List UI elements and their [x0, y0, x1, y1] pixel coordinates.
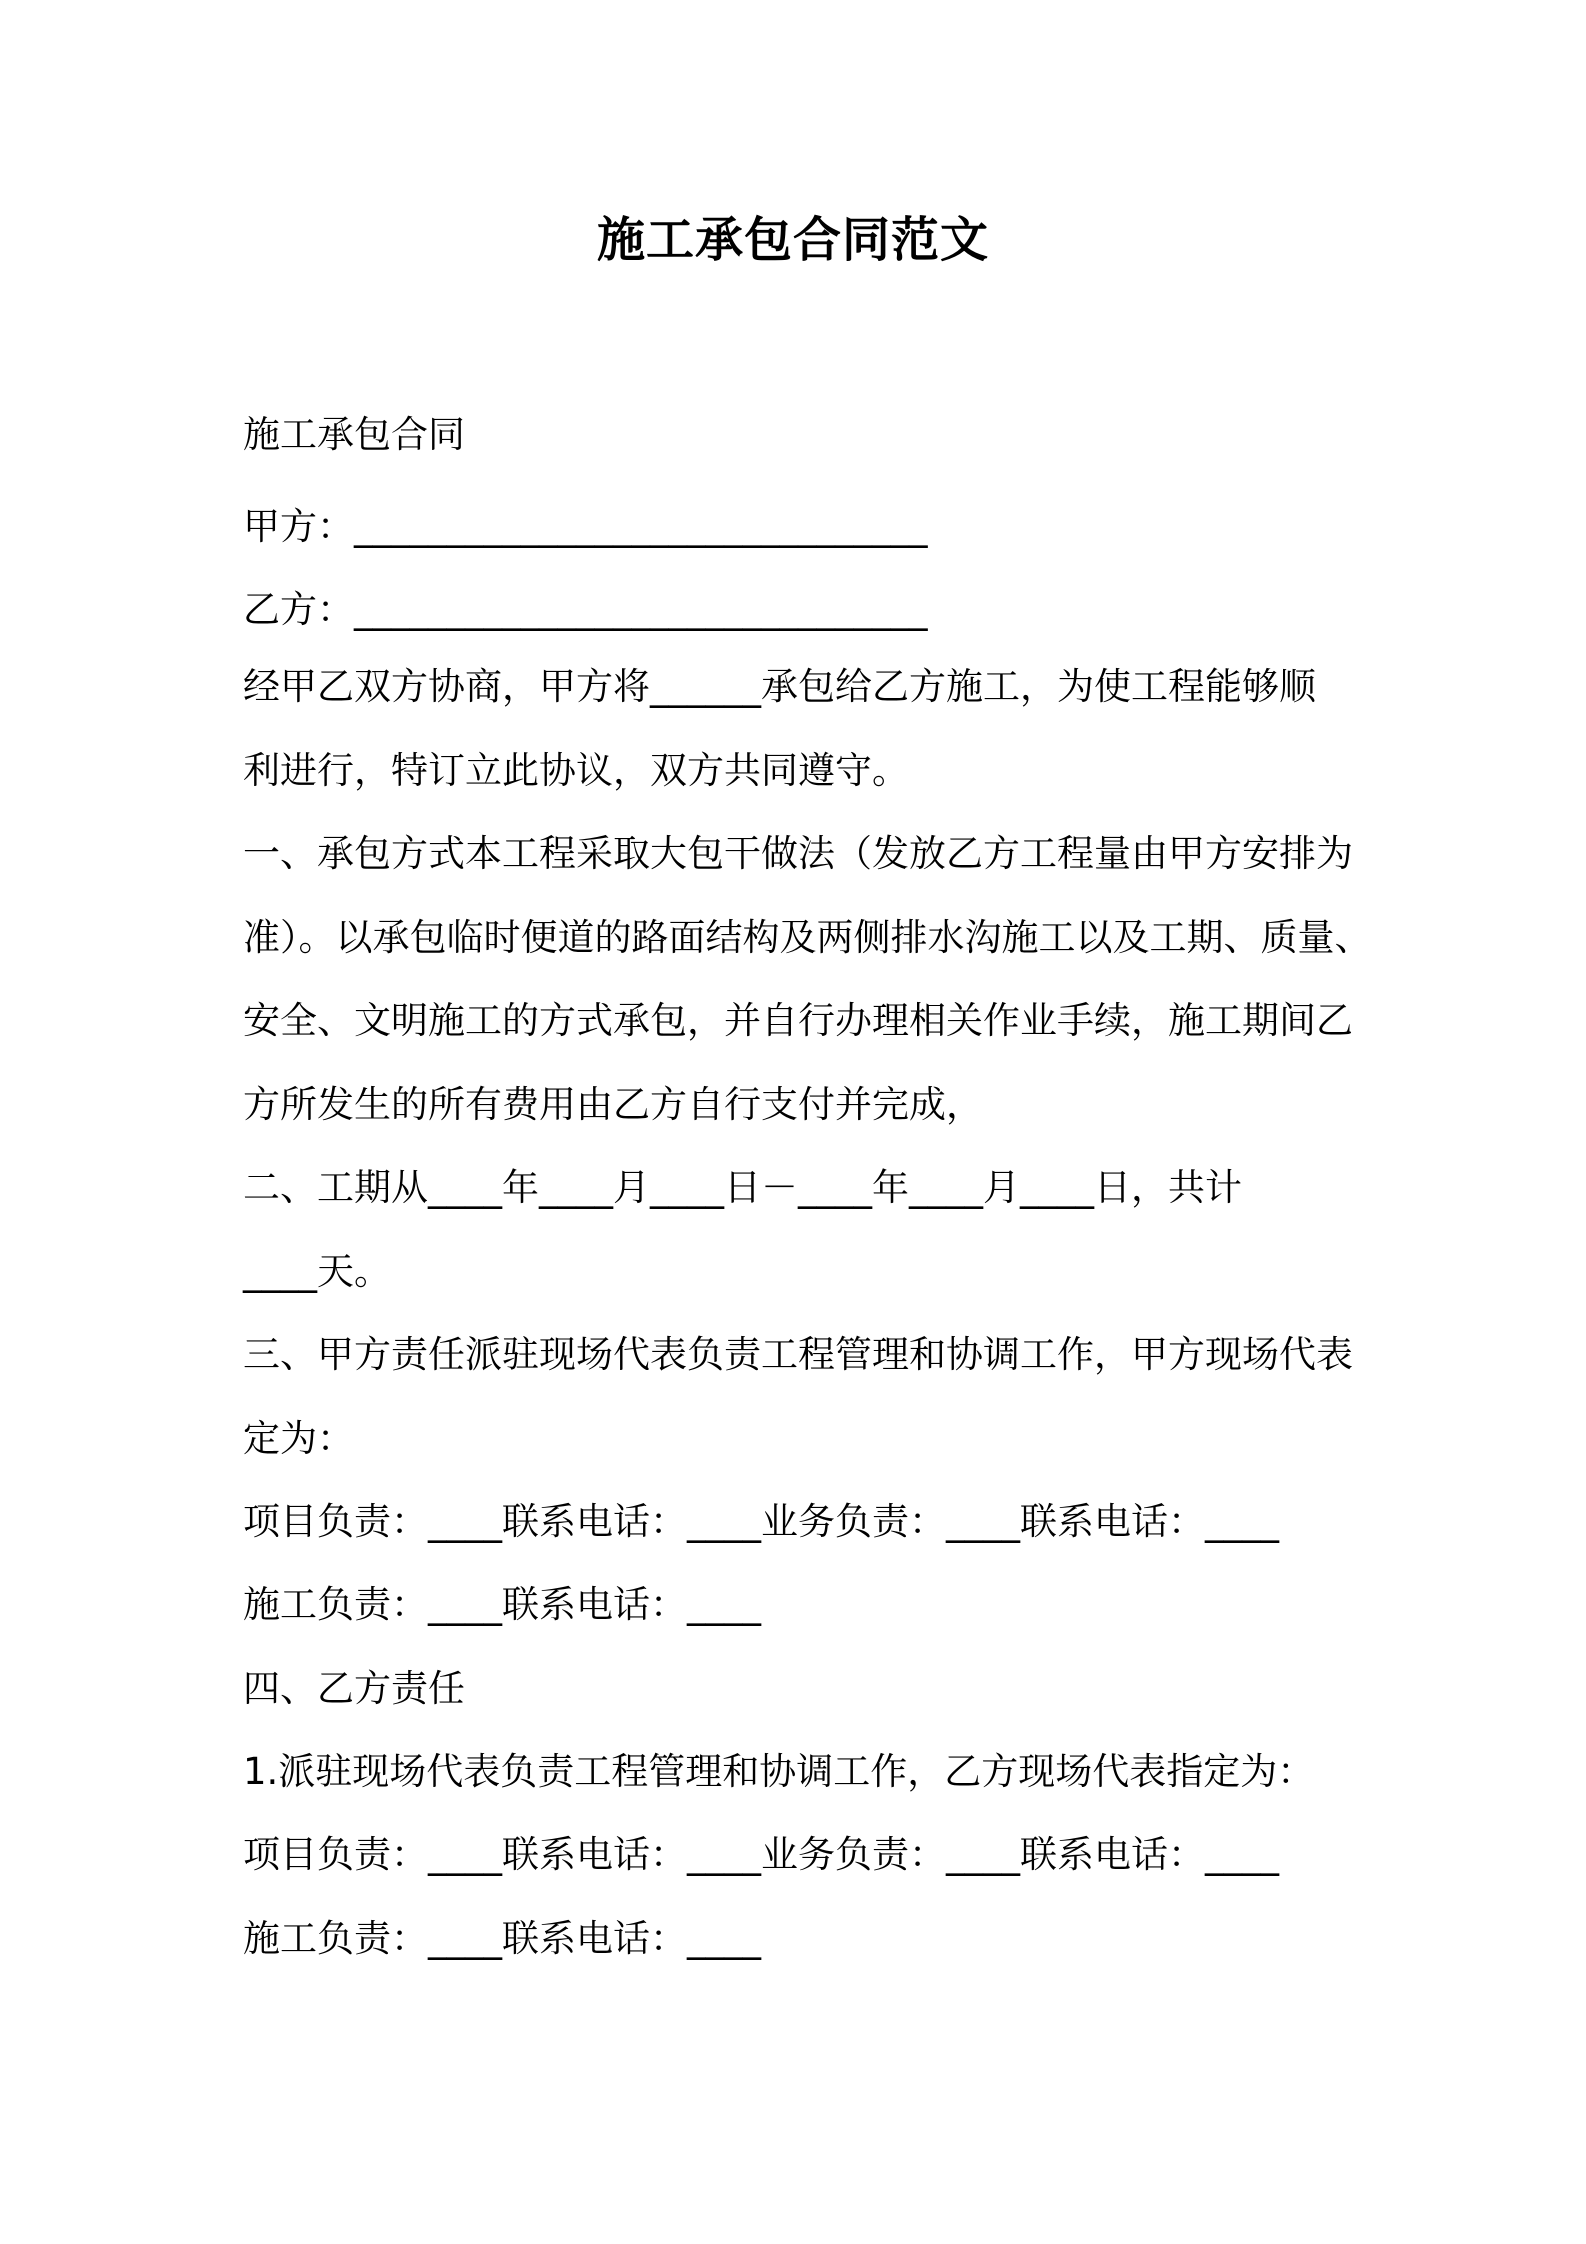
party-a-contacts-line-2: 施工负责：____联系电话：____: [243, 1583, 761, 1626]
clause-4-heading: 四、乙方责任: [243, 1667, 465, 1710]
clause-4-item-1: 1.派驻现场代表负责工程管理和协调工作，乙方现场代表指定为：: [243, 1750, 1315, 1793]
intro-line-1: 经甲乙双方协商，甲方将______承包给乙方施工，为使工程能够顺: [243, 665, 1316, 708]
clause-3-line-1: 三、甲方责任派驻现场代表负责工程管理和协调工作，甲方现场代表: [243, 1333, 1353, 1376]
clause-2-line-2: ____天。: [243, 1250, 391, 1293]
clause-1-line-2: 准）。以承包临时便道的路面结构及两侧排水沟施工以及工期、质量、: [243, 916, 1372, 959]
clause-1-line-1: 一、承包方式本工程采取大包干做法（发放乙方工程量由甲方安排为: [243, 832, 1353, 875]
contract-heading: 施工承包合同: [243, 413, 465, 456]
clause-1-line-3: 安全、文明施工的方式承包，并自行办理相关作业手续，施工期间乙: [243, 999, 1353, 1042]
party-a-line: 甲方：_______________________________: [243, 505, 928, 548]
clause-3-line-2: 定为：: [243, 1417, 354, 1460]
document-title: 施工承包合同范文: [596, 212, 989, 268]
party-b-contacts-line-2: 施工负责：____联系电话：____: [243, 1917, 761, 1960]
party-b-contacts-line-1: 项目负责：____联系电话：____业务负责：____联系电话：____: [243, 1833, 1279, 1876]
party-a-contacts-line-1: 项目负责：____联系电话：____业务负责：____联系电话：____: [243, 1500, 1279, 1543]
intro-line-2: 利进行，特订立此协议，双方共同遵守。: [243, 749, 909, 792]
clause-2-line-1: 二、工期从____年____月____日－____年____月____日，共计: [243, 1166, 1242, 1209]
party-b-line: 乙方：_______________________________: [243, 588, 928, 631]
clause-1-line-4: 方所发生的所有费用由乙方自行支付并完成，: [243, 1083, 983, 1126]
